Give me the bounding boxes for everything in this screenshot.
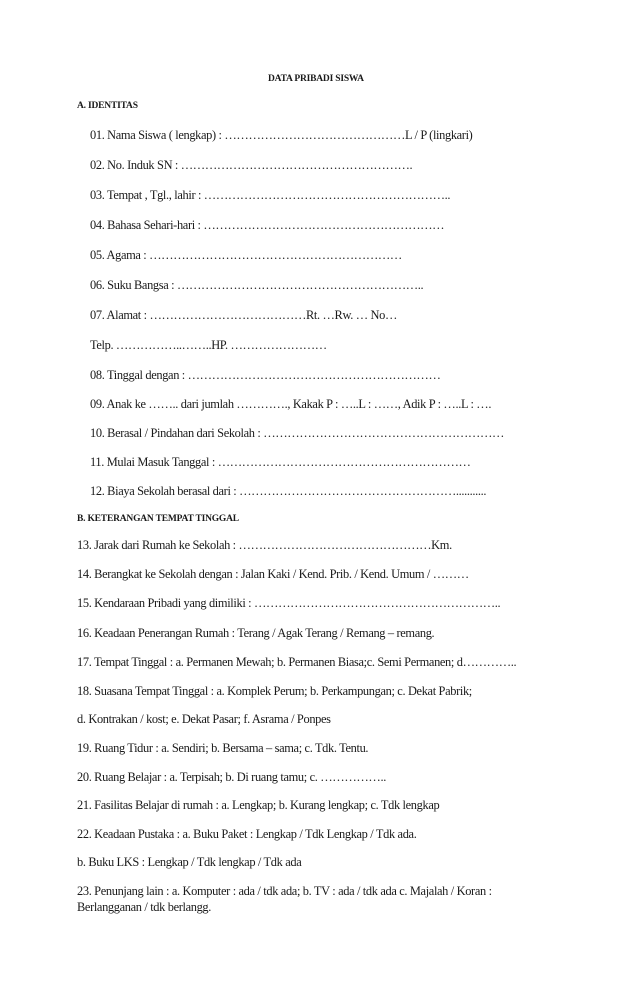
form-line-05: 05. Agama : ………………………………………………………	[90, 248, 402, 262]
form-line-18: 18. Suasana Tempat Tinggal : a. Komplek Perum; b. Perkampungan; c. Dekat Pabrik;	[77, 684, 472, 698]
form-line-21: 21. Fasilitas Belajar di rumah : a. Lengkap; b. Kurang lengkap; c. Tdk lengkap	[77, 798, 440, 812]
form-line-07: 07. Alamat : …………………………………Rt. …Rw. … No…	[90, 308, 398, 322]
form-line-23-cont: Berlangganan / tdk berlangg.	[77, 900, 212, 914]
form-line-22-cont: b. Buku LKS : Lengkap / Tdk lengkap / Tdk ada	[77, 855, 302, 869]
form-line-01: 01. Nama Siswa ( lengkap) : ………………………………………L / P (lingkari)	[90, 128, 473, 142]
form-line-15: 15. Kendaraan Pribadi yang dimiliki : ……………………………………………………..	[77, 596, 501, 610]
form-line-08: 08. Tinggal dengan : ………………………………………………………	[90, 368, 441, 382]
form-line-20: 20. Ruang Belajar : a. Terpisah; b. Di ruang tamu; c. ……………..	[77, 770, 386, 784]
form-line-telp: Telp. ……………..……..HP. ……………………	[90, 338, 327, 352]
form-line-09: 09. Anak ke …….. dari jumlah …………., Kakak P : …..L : ……, Adik P : …..L : ….	[90, 397, 492, 411]
document-title: DATA PRIBADI SISWA	[268, 74, 364, 84]
form-line-13: 13. Jarak dari Rumah ke Sekolah : …………………………………………Km.	[77, 538, 452, 552]
section-b-heading: B. KETERANGAN TEMPAT TINGGAL	[77, 514, 239, 524]
section-a-heading: A. IDENTITAS	[77, 101, 138, 111]
form-line-16: 16. Keadaan Penerangan Rumah : Terang / Agak Terang / Remang – remang.	[77, 626, 435, 640]
form-line-02: 02. No. Induk SN : ………………………………………………….	[90, 158, 413, 172]
form-line-04: 04. Bahasa Sehari-hari : ……………………………………………………	[90, 218, 445, 232]
form-line-10: 10. Berasal / Pindahan dari Sekolah : ……………………………………………………	[90, 426, 505, 440]
form-line-03: 03. Tempat , Tgl., lahir : ……………………………………………………..	[90, 188, 451, 202]
form-line-14: 14. Berangkat ke Sekolah dengan : Jalan Kaki / Kend. Prib. / Kend. Umum / ………	[77, 567, 469, 581]
form-line-17: 17. Tempat Tinggal : a. Permanen Mewah; b. Permanen Biasa;c. Semi Permanen; d…………..	[77, 655, 517, 669]
form-line-12: 12. Biaya Sekolah berasal dari : ………………………………………………...........	[90, 484, 487, 498]
form-line-19: 19. Ruang Tidur : a. Sendiri; b. Bersama – sama; c. Tdk. Tentu.	[77, 741, 369, 755]
form-line-11: 11. Mulai Masuk Tanggal : ………………………………………………………	[90, 455, 471, 469]
form-line-06: 06. Suku Bangsa : ……………………………………………………..	[90, 278, 424, 292]
form-line-18-cont: d. Kontrakan / kost; e. Dekat Pasar; f. Asrama / Ponpes	[77, 712, 331, 726]
form-line-22: 22. Keadaan Pustaka : a. Buku Paket : Lengkap / Tdk Lengkap / Tdk ada.	[77, 827, 417, 841]
form-line-23: 23. Penunjang lain : a. Komputer : ada / tdk ada; b. TV : ada / tdk ada c. Majalah / Koran :	[77, 884, 492, 898]
